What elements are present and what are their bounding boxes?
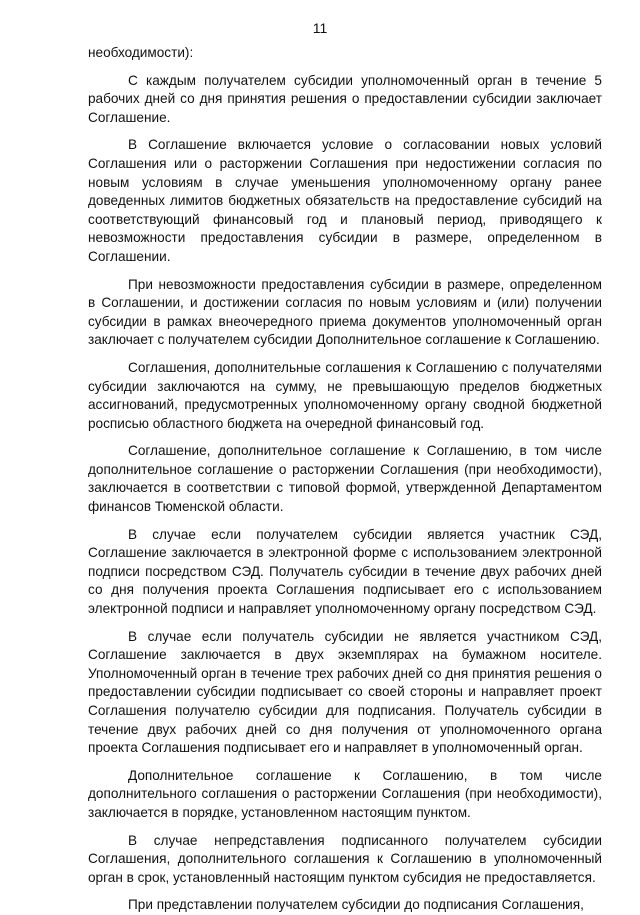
- document-body: [88, 44, 602, 915]
- page-number: 11: [312, 20, 328, 36]
- paragraph: Дополнительное соглашение к Соглашению, в том числе дополнительного соглашения о расторжении Соглашения (при необходимости), заключается в порядке, установленном настоящим пунктом.: [88, 767, 602, 820]
- paragraph: В случае если получатель субсидии не является участником СЭД, Соглашение заключается в двух экземплярах на бумажном носителе. Уполномоченный орган в течение трех рабочих дней со дня принятия решения о предоставлении субсидии подписывает со своей стороны и направляет проект Соглашения получателю субсидии для подписания. Получатель субсидии в течение двух рабочих дней со дня получения от уполномоченного органа проекта Соглашения подписывает его и направляет в уполномоченный орган.: [88, 628, 602, 756]
- paragraph: В случае непредставления подписанного получателем субсидии Соглашения, дополнительного соглашения к Соглашению в уполномоченный орган в срок, установленный настоящим пунктом субсидия не предоставляется.: [88, 832, 602, 885]
- paragraph: Соглашения, дополнительные соглашения к Соглашению с получателями субсидии заключаются на сумму, не превышающую пределов бюджетных ассигнований, предусмотренных уполномоченному органу сводной бюджетной росписью областного бюджета на очередной финансовый год.: [88, 359, 602, 431]
- paragraph: необходимости):: [88, 45, 194, 60]
- paragraph: В случае если получателем субсидии является участник СЭД, Соглашение заключается в электронной форме с использованием электронной подписи посредством СЭД. Получатель субсидии в течение двух рабочих дней со дня получения проекта Соглашения подписывает его с использованием электронной подписи и направляет уполномоченному органу посредством СЭД.: [88, 526, 602, 617]
- paragraph: В Соглашение включается условие о согласовании новых условий Соглашения или о расторжении Соглашения при недостижении согласия по новым условиям в случае уменьшения уполномоченному органу ранее доведенных лимитов бюджетных обязательств на предоставление субсидий на соответствующий финансовый год и плановый период, приводящего к невозможности предоставления субсидии в размере, определенном в Соглашении.: [88, 137, 602, 264]
- paragraph: Соглашение, дополнительное соглашение к Соглашению, в том числе дополнительное соглашение о расторжении Соглашения (при необходимости), заключается в соответствии с типовой формой, утвержденной Департаментом финансов Тюменской области.: [88, 443, 602, 515]
- paragraph: При невозможности предоставления субсидии в размере, определенном в Соглашении, и достижении согласия по новым условиям и (или) получении субсидии в рамках внеочередного приема документов уполномоченный орган заключает с получателем субсидии Дополнительное соглашение к Соглашению.: [88, 276, 602, 348]
- paragraph: С каждым получателем субсидии уполномоченный орган в течение 5 рабочих дней со дня принятия решения о предоставлении субсидии заключает Соглашение.: [88, 72, 602, 125]
- paragraph: При представлении получателем субсидии до подписания Соглашения,: [128, 897, 584, 913]
